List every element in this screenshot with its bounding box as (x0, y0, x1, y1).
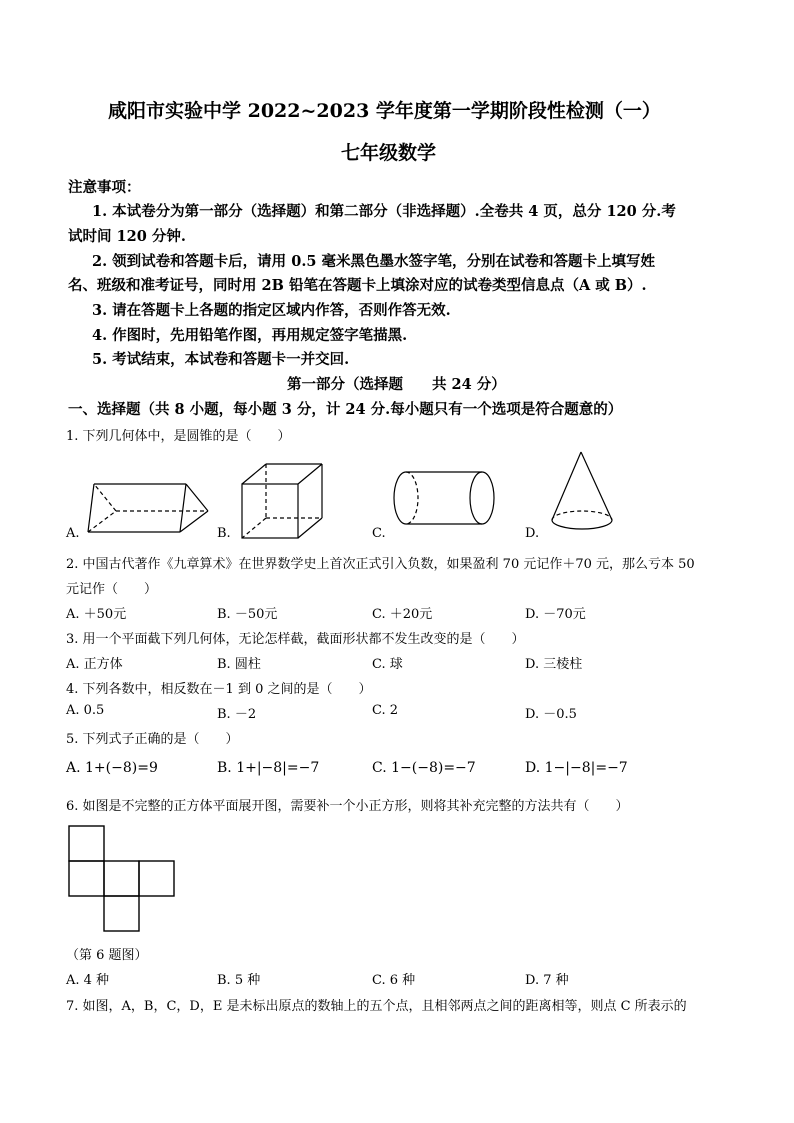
exam-title: 咸阳市实验中学 2022~2023 学年度第一学期阶段性检测（一） (108, 100, 661, 122)
prism-figure (80, 474, 220, 534)
q2-option-d: D. －70元 (525, 607, 586, 622)
q2-option-a: A. ＋50元 (66, 607, 127, 622)
q1-option-d: D. (525, 526, 540, 541)
q4-stem: 4. 下列各数中，相反数在－1 到 0 之间的是（ ） (66, 682, 372, 697)
section1-heading: 一、选择题（共 8 小题，每小题 3 分，计 24 分.每小题只有一个选项是符合题意的） (68, 401, 623, 418)
cube-net-figure (69, 826, 177, 936)
note-2b: 名、班级和准考证号，同时用 2B 铅笔在答题卡上填涂对应的试卷类型信息点（A 或 B）. (68, 277, 647, 294)
q5-option-a: A. 1+(−8)=9 (66, 760, 158, 776)
q6-option-b: B. 5 种 (217, 973, 261, 988)
note-1b: 试时间 120 分钟. (68, 228, 186, 245)
notes-heading: 注意事项： (68, 179, 141, 196)
q4-option-d: D. －0.5 (525, 707, 577, 722)
note-5: 5. 考试结束，本试卷和答题卡一并交回. (92, 351, 350, 368)
q6-option-d: D. 7 种 (525, 973, 569, 988)
q2-option-c: C. ＋20元 (372, 607, 433, 622)
q6-option-a: A. 4 种 (66, 973, 110, 988)
q3-stem: 3. 用一个平面截下列几何体，无论怎样截，截面形状都不发生改变的是（ ） (66, 632, 525, 647)
q5-option-d: D. 1−|−8|=−7 (525, 760, 628, 776)
exam-subtitle: 七年级数学 (341, 142, 437, 164)
q3-option-b: B. 圆柱 (217, 657, 261, 672)
cube-figure (236, 460, 326, 540)
cone-figure (548, 450, 618, 534)
note-4: 4. 作图时，先用铅笔作图，再用规定签字笔描黑. (92, 327, 408, 344)
q3-option-c: C. 球 (372, 657, 403, 672)
q1-option-c: C. (372, 526, 386, 541)
q1-option-a: A. (66, 526, 80, 541)
q6-figure-caption: （第 6 题图） (66, 948, 148, 963)
q4-option-a: A. 0.5 (66, 703, 105, 718)
q4-option-c: C. 2 (372, 703, 399, 718)
q6-stem: 6. 如图是不完整的正方体平面展开图，需要补一个小正方形，则将其补充完整的方法共有（ ） (66, 799, 629, 814)
q2-stem-1: 2. 中国古代著作《九章算术》在世界数学史上首次正式引入负数，如果盈利 70 元记作＋70 元，那么亏本 50 (66, 557, 695, 572)
note-2a: 2. 领到试卷和答题卡后，请用 0.5 毫米黑色墨水签字笔，分别在试卷和答题卡上填写姓 (92, 253, 656, 270)
note-1a: 1. 本试卷分为第一部分（选择题）和第二部分（非选择题）.全卷共 4 页，总分 120 分.考 (92, 203, 676, 220)
q1-option-b: B. (217, 526, 231, 541)
q6-option-c: C. 6 种 (372, 973, 416, 988)
note-3: 3. 请在答题卡上各题的指定区域内作答，否则作答无效. (92, 302, 451, 319)
q5-option-c: C. 1−(−8)=−7 (372, 760, 476, 776)
q5-option-b: B. 1+|−8|=−7 (217, 760, 320, 776)
q4-option-b: B. －2 (217, 707, 257, 722)
q7-stem: 7. 如图，A，B，C，D，E 是未标出原点的数轴上的五个点，且相邻两点之间的距离相等，则点 C 所表示的 (66, 999, 687, 1014)
q1-stem: 1. 下列几何体中，是圆锥的是（ ） (66, 429, 291, 444)
q2-stem-2: 元记作（ ） (66, 582, 158, 597)
part1-heading: 第一部分（选择题 共 24 分） (287, 376, 506, 393)
q2-option-b: B. －50元 (217, 607, 278, 622)
cylinder-figure (392, 468, 502, 528)
q3-option-d: D. 三棱柱 (525, 657, 583, 672)
q5-stem: 5. 下列式子正确的是（ ） (66, 732, 239, 747)
q3-option-a: A. 正方体 (66, 657, 123, 672)
